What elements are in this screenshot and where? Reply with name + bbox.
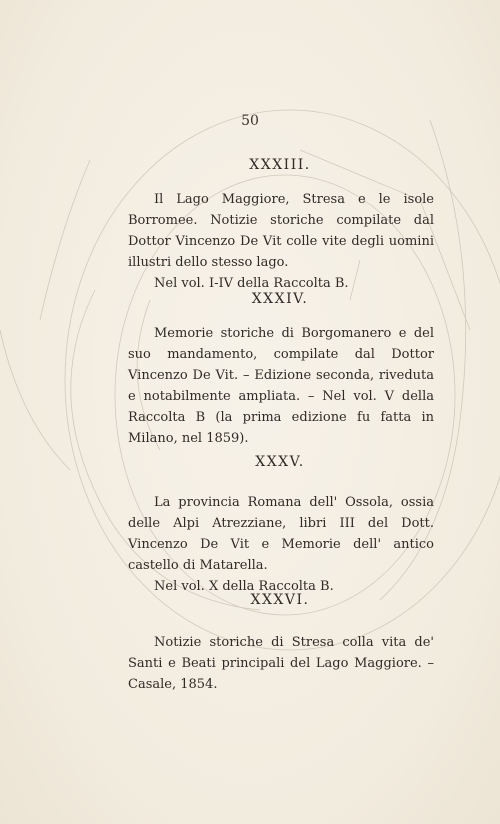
- entry-34-text: Memorie storiche di Borgomanero e del suo mandamento, compilate dal Dottor Vincenzo De Vit. – Edizione seconda, riveduta e notabilmente ampliata. – Nel vol. V della Raccolta B (la prima edizione fu fatta in Milano, nel 1859).: [128, 326, 434, 446]
- entry-33-text: Il Lago Maggiore, Stresa e le isole Borromee. Notizie storiche compilate dal Dottor Vincenzo De Vit colle vite degli uomini illustri dello stesso lago.: [128, 192, 434, 270]
- entry-34: [128, 323, 434, 449]
- entry-36-text: Notizie storiche di Stresa colla vita de' Santi e Beati principali del Lago Maggiore. – Casale, 1854.: [128, 635, 434, 692]
- entry-33-reference: Nel vol. I-IV della Raccolta B.: [154, 276, 349, 291]
- entry-35-reference: Nel vol. X della Raccolta B.: [154, 579, 334, 594]
- entry-33: [128, 189, 434, 294]
- entry-heading-35: XXXV.: [255, 454, 305, 470]
- entry-heading-34: XXXIV.: [251, 291, 309, 307]
- entry-36: [128, 632, 434, 695]
- page-number: 50: [241, 113, 259, 129]
- entry-heading-33: XXXIII.: [249, 157, 311, 173]
- entry-35: [128, 492, 434, 597]
- entry-35-text: La provincia Romana dell' Ossola, ossia delle Alpi Atrezziane, libri III del Dott. Vincenzo De Vit e Memorie dell' antico castello di Matarella.: [128, 495, 434, 573]
- entry-heading-36: XXXVI.: [250, 592, 310, 608]
